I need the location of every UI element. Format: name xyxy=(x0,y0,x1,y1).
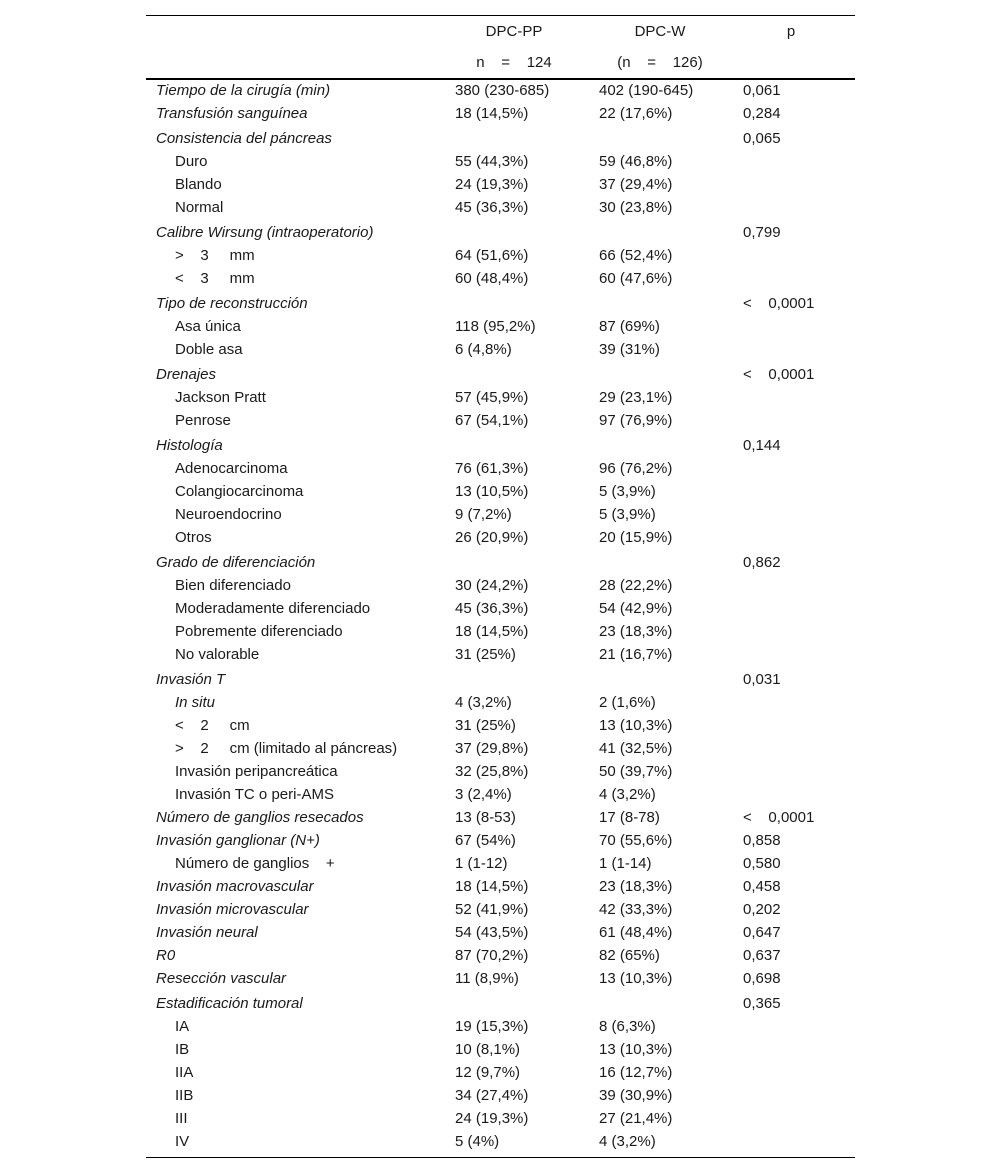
cell-dpc-pp: 24 (19,3%) xyxy=(455,176,529,193)
cell-dpc-pp: 67 (54%) xyxy=(455,832,516,849)
row-label: Blando xyxy=(175,176,222,193)
row-label: Invasión neural xyxy=(156,924,258,941)
header-dpc-w: DPC-W xyxy=(634,23,686,40)
row-label: R0 xyxy=(156,947,176,964)
row-label: Tiempo de la cirugía (min) xyxy=(156,82,331,99)
table-row xyxy=(146,174,855,196)
cell-dpc-pp: 31 (25%) xyxy=(455,717,516,734)
table-row xyxy=(146,922,855,944)
cell-dpc-pp: 11 (8,9%) xyxy=(455,970,519,987)
cell-dpc-pp: 45 (36,3%) xyxy=(455,199,529,216)
cell-dpc-pp: 1 (1-12) xyxy=(455,855,508,872)
cell-dpc-w: 82 (65%) xyxy=(599,947,660,964)
cell-dpc-pp: 87 (70,2%) xyxy=(455,947,529,964)
cell-dpc-w: 54 (42,9%) xyxy=(599,600,673,617)
row-label: Invasión peripancreática xyxy=(175,763,338,780)
cell-p-value: 0,365 xyxy=(743,995,781,1012)
cell-dpc-w: 42 (33,3%) xyxy=(599,901,673,918)
cell-dpc-w: 23 (18,3%) xyxy=(599,623,673,640)
cell-dpc-w: 16 (12,7%) xyxy=(599,1064,673,1081)
table-row xyxy=(146,598,855,620)
cell-dpc-pp: 30 (24,2%) xyxy=(455,577,529,594)
row-label: Pobremente diferenciado xyxy=(175,623,343,640)
table-row xyxy=(146,527,855,549)
table-row xyxy=(146,1039,855,1061)
table-row xyxy=(146,644,855,666)
table-row xyxy=(146,316,855,338)
table-row xyxy=(146,410,855,432)
table-row xyxy=(146,738,855,760)
row-label: IA xyxy=(175,1018,190,1035)
row-label: IIA xyxy=(175,1064,194,1081)
cell-p-value: 0,458 xyxy=(743,878,781,895)
cell-dpc-pp: 64 (51,6%) xyxy=(455,247,529,264)
cell-dpc-pp: 54 (43,5%) xyxy=(455,924,529,941)
cell-dpc-pp: 19 (15,3%) xyxy=(455,1018,529,1035)
table-row xyxy=(146,899,855,921)
cell-dpc-w: 2 (1,6%) xyxy=(599,694,656,711)
table-row xyxy=(146,128,855,150)
cell-dpc-pp: 57 (45,9%) xyxy=(455,389,529,406)
row-label: Estadificación tumoral xyxy=(156,995,303,1012)
row-label: Consistencia del páncreas xyxy=(156,130,332,147)
row-label: Número de ganglios resecados xyxy=(156,809,364,826)
cell-dpc-pp: 31 (25%) xyxy=(455,646,516,663)
table-row xyxy=(146,1062,855,1084)
cell-dpc-pp: 118 (95,2%) xyxy=(455,318,536,335)
table-row xyxy=(146,807,855,829)
cell-dpc-pp: 26 (20,9%) xyxy=(455,529,529,546)
cell-dpc-w: 402 (190-645) xyxy=(599,82,694,99)
cell-dpc-w: 30 (23,8%) xyxy=(599,199,673,216)
cell-p-value: 0,061 xyxy=(743,82,781,99)
table-row xyxy=(146,968,855,990)
table-row xyxy=(146,993,855,1015)
cell-p-value: 0,858 xyxy=(743,832,781,849)
table-bottom-rule xyxy=(146,1157,855,1158)
row-label: Normal xyxy=(175,199,224,216)
cell-dpc-pp: 9 (7,2%) xyxy=(455,506,512,523)
table-row xyxy=(146,151,855,173)
row-label: Resección vascular xyxy=(156,970,287,987)
row-label: Tipo de reconstrucción xyxy=(156,295,308,312)
cell-dpc-w: 96 (76,2%) xyxy=(599,460,673,477)
cell-dpc-w: 39 (30,9%) xyxy=(599,1087,673,1104)
cell-dpc-pp: 55 (44,3%) xyxy=(455,153,529,170)
table-row xyxy=(146,1085,855,1107)
cell-dpc-w: 5 (3,9%) xyxy=(599,506,656,523)
cell-dpc-w: 5 (3,9%) xyxy=(599,483,656,500)
table-row xyxy=(146,1131,855,1153)
row-label: Calibre Wirsung (intraoperatorio) xyxy=(156,224,374,241)
row-label: Doble asa xyxy=(175,341,243,358)
cell-p-value: 0,031 xyxy=(743,671,781,688)
cell-dpc-w: 13 (10,3%) xyxy=(599,717,673,734)
cell-dpc-pp: 45 (36,3%) xyxy=(455,600,529,617)
cell-dpc-w: 28 (22,2%) xyxy=(599,577,673,594)
cell-dpc-w: 39 (31%) xyxy=(599,341,660,358)
table-row xyxy=(146,715,855,737)
table-row xyxy=(146,853,855,875)
cell-dpc-w: 59 (46,8%) xyxy=(599,153,673,170)
table-row xyxy=(146,364,855,386)
table-row xyxy=(146,103,855,125)
cell-dpc-w: 97 (76,9%) xyxy=(599,412,673,429)
cell-dpc-w: 13 (10,3%) xyxy=(599,1041,673,1058)
row-label: Histología xyxy=(156,437,223,454)
cell-dpc-pp: 4 (3,2%) xyxy=(455,694,512,711)
row-label: IB xyxy=(175,1041,190,1058)
table-row xyxy=(146,435,855,457)
row-label: > 3 mm xyxy=(175,247,255,264)
cell-p-value: 0,065 xyxy=(743,130,781,147)
cell-dpc-w: 61 (48,4%) xyxy=(599,924,673,941)
cell-dpc-w: 4 (3,2%) xyxy=(599,1133,656,1150)
header-dpc-pp: DPC-PP xyxy=(485,23,543,40)
cell-dpc-pp: 13 (8-53) xyxy=(455,809,516,826)
table-row xyxy=(146,1016,855,1038)
row-label: Jackson Pratt xyxy=(175,389,266,406)
cell-dpc-w: 4 (3,2%) xyxy=(599,786,656,803)
row-label: IV xyxy=(175,1133,190,1150)
table-row xyxy=(146,830,855,852)
row-label: Transfusión sanguínea xyxy=(156,105,308,122)
cell-dpc-pp: 67 (54,1%) xyxy=(455,412,529,429)
table-row xyxy=(146,222,855,244)
cell-dpc-w: 70 (55,6%) xyxy=(599,832,673,849)
row-label: < 3 mm xyxy=(175,270,255,287)
row-label: Moderadamente diferenciado xyxy=(175,600,371,617)
cell-p-value: 0,698 xyxy=(743,970,781,987)
cell-dpc-pp: 380 (230-685) xyxy=(455,82,550,99)
cell-p-value: 0,647 xyxy=(743,924,781,941)
cell-dpc-pp: 10 (8,1%) xyxy=(455,1041,521,1058)
row-label: Invasión ganglionar (N+) xyxy=(156,832,320,849)
row-label: Adenocarcinoma xyxy=(175,460,288,477)
row-label: Invasión macrovascular xyxy=(156,878,314,895)
cell-p-value: 0,580 xyxy=(743,855,781,872)
header-n-dpc-w: (n = 126) xyxy=(617,54,703,71)
cell-dpc-pp: 76 (61,3%) xyxy=(455,460,529,477)
table-row xyxy=(146,339,855,361)
table-row xyxy=(146,481,855,503)
cell-dpc-pp: 18 (14,5%) xyxy=(455,878,529,895)
row-label: III xyxy=(175,1110,188,1127)
cell-p-value: 0,284 xyxy=(743,105,781,122)
row-label: Número de ganglios + xyxy=(175,855,335,872)
table-row xyxy=(146,761,855,783)
table-row xyxy=(146,504,855,526)
cell-p-value: 0,799 xyxy=(743,224,781,241)
cell-p-value: < 0,0001 xyxy=(743,295,815,312)
cell-p-value: 0,202 xyxy=(743,901,781,918)
row-label: Neuroendocrino xyxy=(175,506,282,523)
cell-dpc-w: 37 (29,4%) xyxy=(599,176,673,193)
cell-dpc-w: 23 (18,3%) xyxy=(599,878,673,895)
cell-dpc-w: 22 (17,6%) xyxy=(599,105,673,122)
table-row xyxy=(146,692,855,714)
cell-p-value: < 0,0001 xyxy=(743,809,815,826)
cell-p-value: < 0,0001 xyxy=(743,366,815,383)
cell-dpc-w: 13 (10,3%) xyxy=(599,970,673,987)
cell-dpc-pp: 3 (2,4%) xyxy=(455,786,512,803)
row-label: Bien diferenciado xyxy=(175,577,291,594)
cell-dpc-pp: 37 (29,8%) xyxy=(455,740,529,757)
row-label: Invasión TC o peri-AMS xyxy=(175,786,334,803)
cell-dpc-w: 20 (15,9%) xyxy=(599,529,673,546)
table-row xyxy=(146,784,855,806)
table-row xyxy=(146,876,855,898)
row-label: Invasión microvascular xyxy=(156,901,309,918)
row-label: Asa única xyxy=(175,318,241,335)
row-label: Otros xyxy=(175,529,212,546)
cell-dpc-w: 27 (21,4%) xyxy=(599,1110,673,1127)
table-row xyxy=(146,293,855,315)
table-row xyxy=(146,458,855,480)
cell-dpc-w: 17 (8-78) xyxy=(599,809,660,826)
row-label: Grado de diferenciación xyxy=(156,554,316,571)
cell-dpc-pp: 34 (27,4%) xyxy=(455,1087,529,1104)
table-top-rule xyxy=(146,15,855,16)
row-label: > 2 cm (limitado al páncreas) xyxy=(175,740,398,757)
cell-dpc-pp: 18 (14,5%) xyxy=(455,623,529,640)
row-label: No valorable xyxy=(175,646,260,663)
table-row xyxy=(146,669,855,691)
cell-dpc-pp: 60 (48,4%) xyxy=(455,270,529,287)
cell-dpc-pp: 52 (41,9%) xyxy=(455,901,529,918)
row-label: Penrose xyxy=(175,412,231,429)
cell-dpc-pp: 6 (4,8%) xyxy=(455,341,512,358)
header-n-dpc-pp: n = 124 xyxy=(476,54,552,71)
table-row xyxy=(146,387,855,409)
table-row xyxy=(146,945,855,967)
cell-dpc-pp: 12 (9,7%) xyxy=(455,1064,521,1081)
table-row xyxy=(146,197,855,219)
table-row xyxy=(146,575,855,597)
row-label: Invasión T xyxy=(156,671,226,688)
cell-dpc-pp: 24 (19,3%) xyxy=(455,1110,529,1127)
table-row xyxy=(146,245,855,267)
cell-dpc-w: 66 (52,4%) xyxy=(599,247,673,264)
cell-dpc-w: 41 (32,5%) xyxy=(599,740,673,757)
cell-dpc-w: 50 (39,7%) xyxy=(599,763,673,780)
table-row xyxy=(146,621,855,643)
cell-dpc-pp: 18 (14,5%) xyxy=(455,105,529,122)
row-label: In situ xyxy=(175,694,216,711)
cell-dpc-w: 21 (16,7%) xyxy=(599,646,673,663)
table-row xyxy=(146,268,855,290)
header-p-value: p xyxy=(786,23,796,40)
table-row xyxy=(146,552,855,574)
table-row xyxy=(146,1108,855,1130)
row-label: IIB xyxy=(175,1087,194,1104)
cell-dpc-w: 60 (47,6%) xyxy=(599,270,673,287)
cell-dpc-w: 29 (23,1%) xyxy=(599,389,673,406)
cell-dpc-w: 1 (1-14) xyxy=(599,855,652,872)
cell-dpc-pp: 13 (10,5%) xyxy=(455,483,529,500)
cell-dpc-pp: 32 (25,8%) xyxy=(455,763,529,780)
cell-p-value: 0,144 xyxy=(743,437,781,454)
row-label: < 2 cm xyxy=(175,717,250,734)
cell-p-value: 0,862 xyxy=(743,554,781,571)
cell-p-value: 0,637 xyxy=(743,947,781,964)
row-label: Drenajes xyxy=(156,366,217,383)
table-row xyxy=(146,80,855,102)
cell-dpc-w: 87 (69%) xyxy=(599,318,660,335)
row-label: Colangiocarcinoma xyxy=(175,483,304,500)
row-label: Duro xyxy=(175,153,208,170)
cell-dpc-w: 8 (6,3%) xyxy=(599,1018,656,1035)
cell-dpc-pp: 5 (4%) xyxy=(455,1133,500,1150)
